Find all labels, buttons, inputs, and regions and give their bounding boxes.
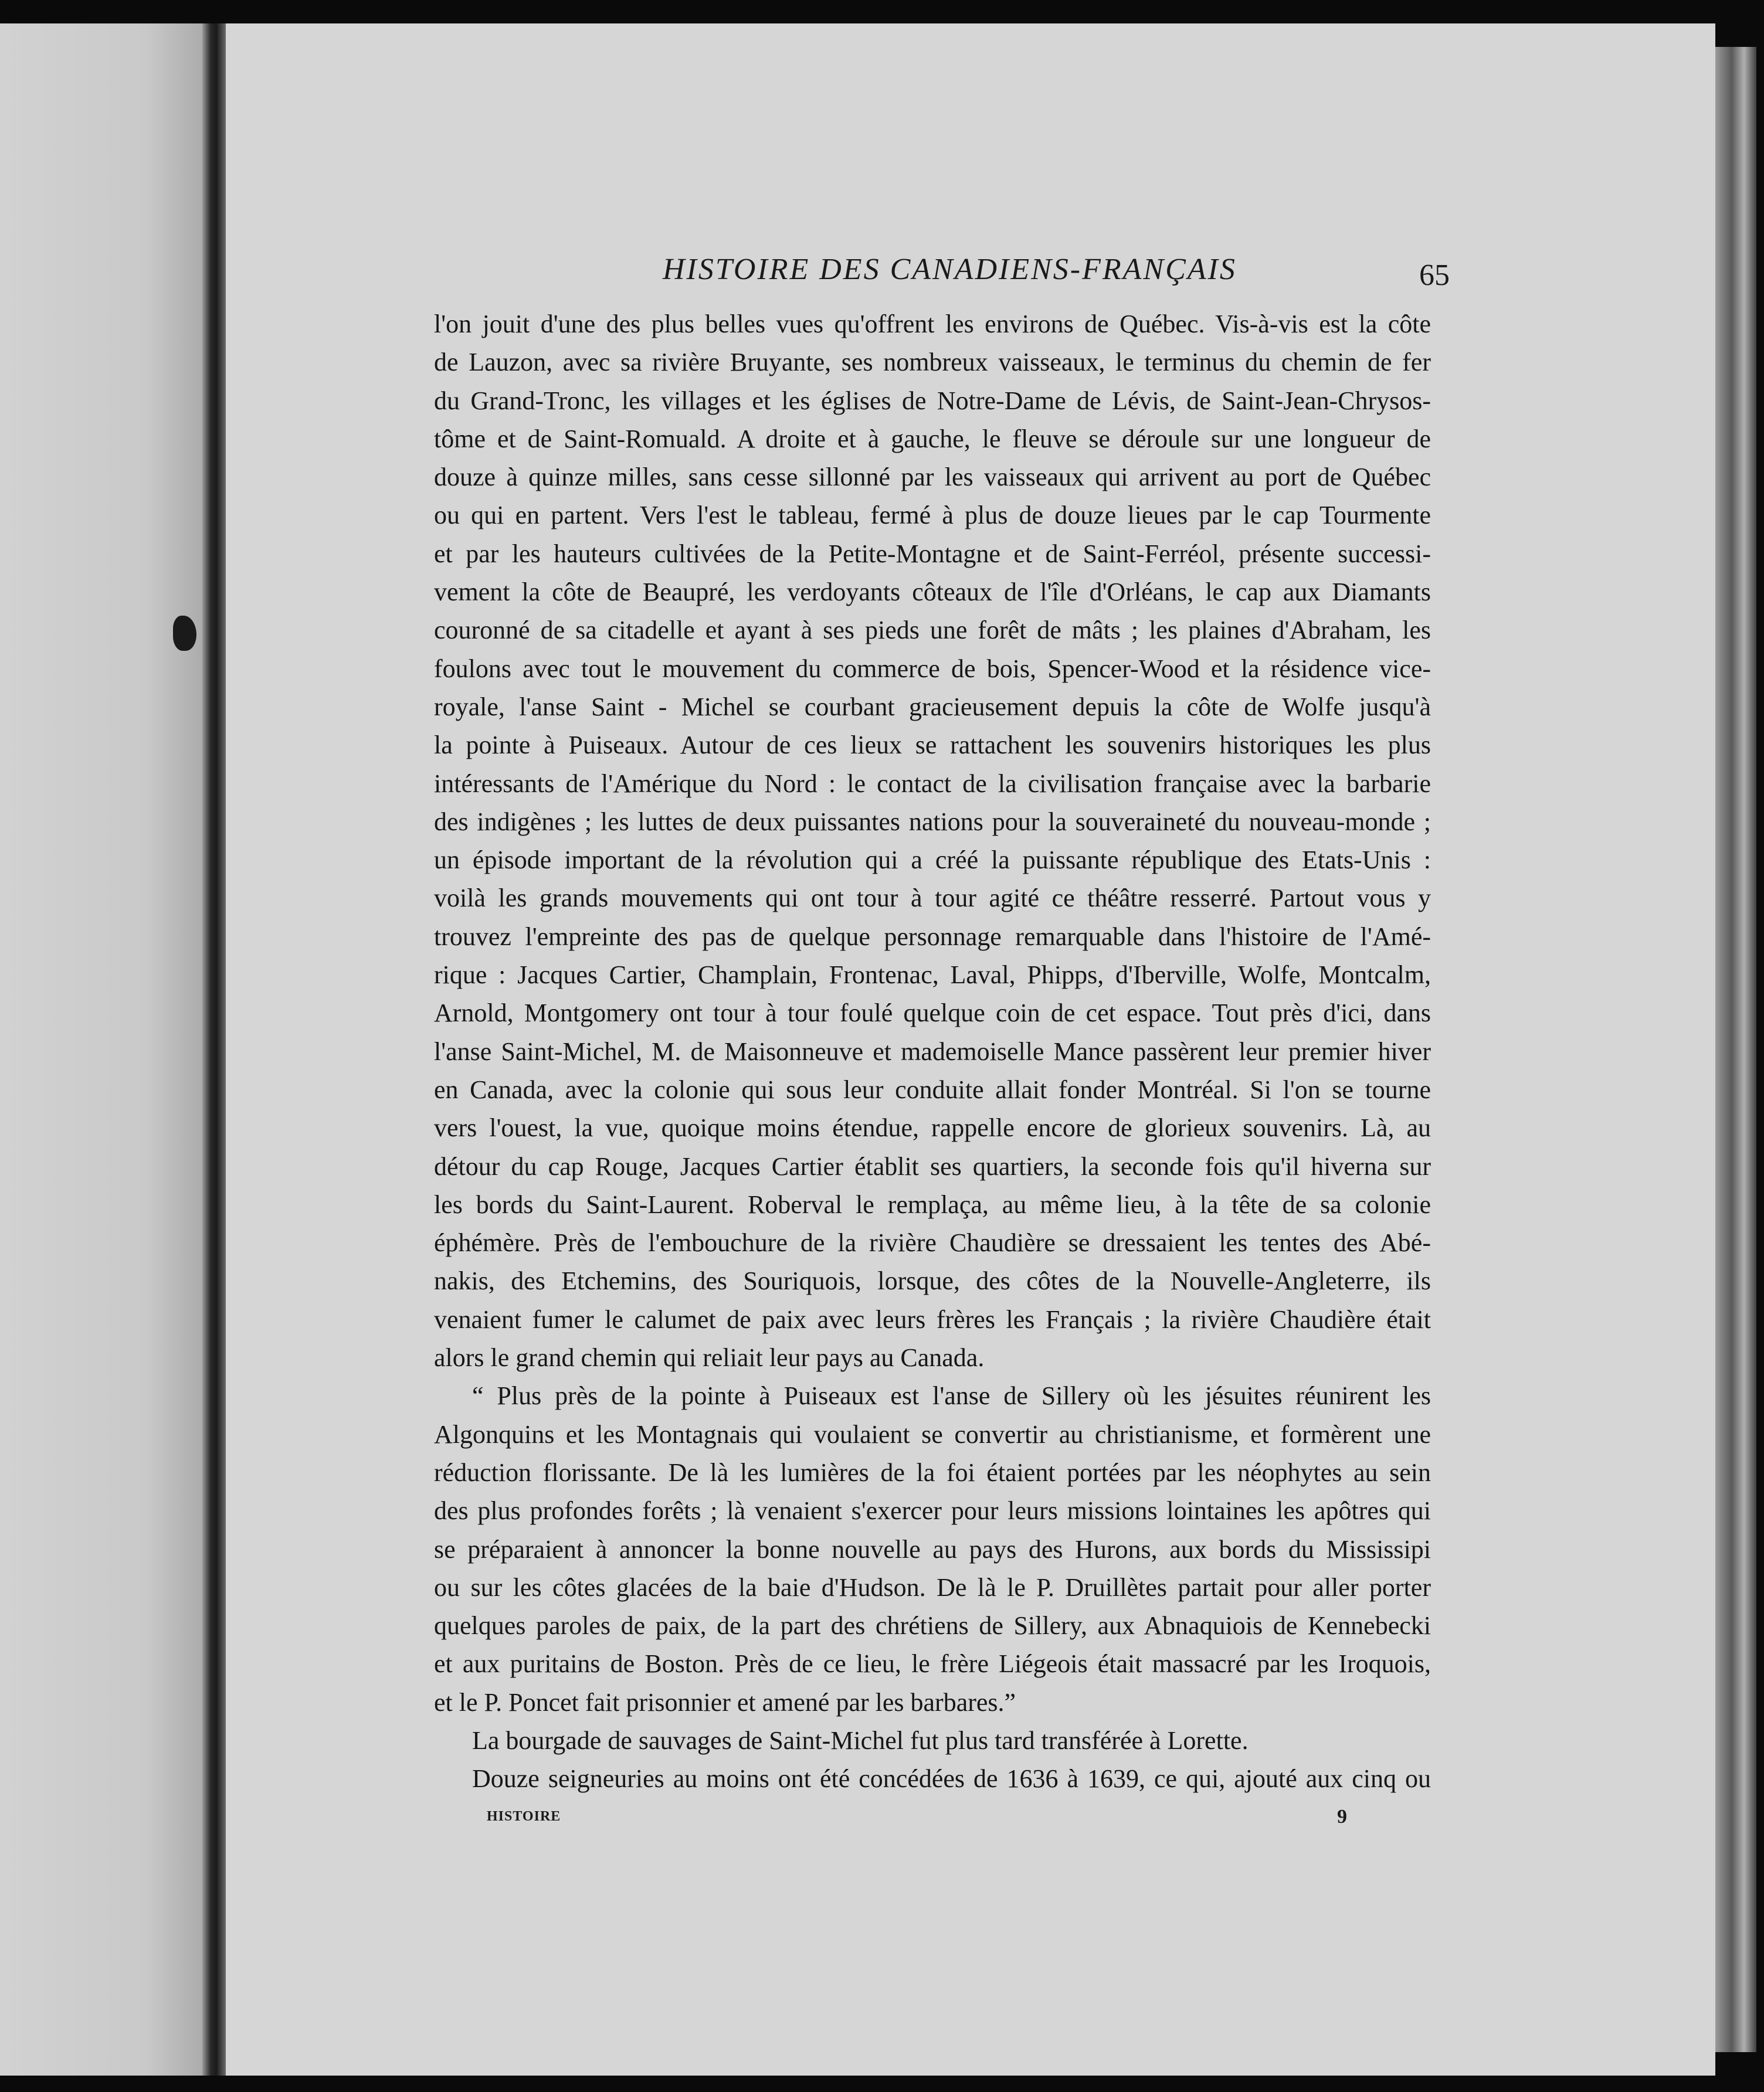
text-line: les bords du Saint-Laurent. Roberval le remplaça, au même lieu, à la tête de sa colonie bbox=[434, 1190, 1431, 1219]
text-line: venaient fumer le calumet de paix avec leurs frères les Français ; la rivière Chaudière était bbox=[434, 1305, 1431, 1334]
footer-sheet-number: 9 bbox=[1337, 1806, 1347, 1828]
text-line: La bourgade de sauvages de Saint-Michel fut plus tard transférée à Lorette. bbox=[472, 1726, 1249, 1755]
text-line: Algonquins et les Montagnais qui voulaient se convertir au christianisme, et formèrent une bbox=[434, 1419, 1431, 1449]
text-line: et aux puritains de Boston. Près de ce lieu, le frère Liégeois était massacré par les Iroquois, bbox=[434, 1649, 1431, 1679]
text-line: trouvez l'empreinte des pas de quelque personnage remarquable dans l'histoire de l'Amé- bbox=[434, 922, 1431, 951]
text-line: foulons avec tout le mouvement du commerce de bois, Spencer-Wood et la résidence vice- bbox=[434, 654, 1431, 683]
text-line: voilà les grands mouvements qui ont tour à tour agité ce théâtre resserré. Partout vous y bbox=[434, 884, 1431, 913]
text-line: de Lauzon, avec sa rivière Bruyante, ses nombreux vaisseaux, le terminus du chemin de fer bbox=[434, 348, 1431, 377]
text-line: du Grand-Tronc, les villages et les églises de Notre-Dame de Lévis, de Saint-Jean-Chrysos- bbox=[434, 386, 1431, 415]
text-line: nakis, des Etchemins, des Souriquois, lorsque, des côtes de la Nouvelle-Angleterre, ils bbox=[434, 1266, 1431, 1296]
footer-signature: HISTOIRE bbox=[487, 1809, 561, 1824]
text-line: vers l'ouest, la vue, quoique moins étendue, rappelle encore de glorieux souvenirs. Là, au bbox=[434, 1113, 1431, 1143]
running-head: HISTOIRE DES CANADIENS-FRANÇAIS bbox=[663, 253, 1237, 286]
text-line: tôme et de Saint-Romuald. A droite et à gauche, le fleuve se déroule sur une longueur de bbox=[434, 424, 1431, 453]
text-line: l'anse Saint-Michel, M. de Maisonneuve et mademoiselle Mance passèrent leur premier hiver bbox=[434, 1037, 1431, 1066]
text-line: se préparaient à annoncer la bonne nouvelle au pays des Hurons, aux bords du Mississipi bbox=[434, 1534, 1431, 1564]
text-line: éphémère. Près de l'embouchure de la rivière Chaudière se dressaient les tentes des Abé- bbox=[434, 1228, 1431, 1258]
facing-page bbox=[0, 23, 208, 2076]
text-line: en Canada, avec la colonie qui sous leur conduite allait fonder Montréal. Si l'on se tourne bbox=[434, 1075, 1431, 1104]
page-stack-edge bbox=[1715, 47, 1756, 2052]
text-line: des indigènes ; les luttes de deux puissantes nations pour la souveraineté du nouveau-monde ; bbox=[434, 807, 1431, 836]
text-line: et par les hauteurs cultivées de la Petite-Montagne et de Saint-Ferréol, présente successi- bbox=[434, 539, 1431, 568]
page-number: 65 bbox=[1419, 259, 1450, 292]
text-line: ou qui en partent. Vers l'est le tableau, fermé à plus de douze lieues par le cap Tourmente bbox=[434, 501, 1431, 530]
book-gutter bbox=[202, 23, 226, 2076]
text-line: douze à quinze milles, sans cesse sillonné par les vaisseaux qui arrivent au port de Québec bbox=[434, 463, 1431, 492]
text-line: un épisode important de la révolution qui a créé la puissante république des Etats-Unis : bbox=[434, 845, 1431, 875]
text-line: rique : Jacques Cartier, Champlain, Frontenac, Laval, Phipps, d'Iberville, Wolfe, Montcalm, bbox=[434, 960, 1431, 990]
text-line: réduction florissante. De là les lumières de la foi étaient portées par les néophytes au sein bbox=[434, 1458, 1431, 1487]
text-line: détour du cap Rouge, Jacques Cartier établit ses quartiers, la seconde fois qu'il hiverna sur bbox=[434, 1152, 1431, 1181]
text-line: Douze seigneuries au moins ont été concédées de 1636 à 1639, ce qui, ajouté aux cinq ou bbox=[472, 1764, 1431, 1794]
text-line: ou sur les côtes glacées de la baie d'Hudson. De là le P. Druillètes partait pour aller porter bbox=[434, 1573, 1431, 1602]
text-line: la pointe à Puiseaux. Autour de ces lieux se rattachent les souvenirs historiques les plus bbox=[434, 731, 1431, 760]
body-text bbox=[434, 305, 1431, 1798]
text-line: royale, l'anse Saint - Michel se courbant gracieusement depuis la côte de Wolfe jusqu'à bbox=[434, 692, 1431, 721]
text-line: quelques paroles de paix, de la part des chrétiens de Sillery, aux Abnaquiois de Kennebecki bbox=[434, 1611, 1431, 1641]
text-line: intéressants de l'Amérique du Nord : le contact de la civilisation française avec la barbarie bbox=[434, 769, 1431, 798]
text-line: alors le grand chemin qui reliait leur pays au Canada. bbox=[434, 1343, 985, 1373]
text-line: et le P. Poncet fait prisonnier et amené par les barbares.” bbox=[434, 1687, 1016, 1717]
text-line: couronné de sa citadelle et ayant à ses pieds une forêt de mâts ; les plaines d'Abraham, les bbox=[434, 616, 1431, 645]
text-line: l'on jouit d'une des plus belles vues qu'offrent les environs de Québec. Vis-à-vis est la côte bbox=[434, 310, 1431, 338]
text-line: des plus profondes forêts ; là venaient s'exercer pour leurs missions lointaines les apôtres qui bbox=[434, 1496, 1431, 1526]
text-line: “ Plus près de la pointe à Puiseaux est l'anse de Sillery où les jésuites réunirent les bbox=[472, 1381, 1431, 1411]
text-line: vement la côte de Beaupré, les verdoyants côteaux de l'île d'Orléans, le cap aux Diamants bbox=[434, 578, 1431, 607]
text-line: Arnold, Montgomery ont tour à tour foulé quelque coin de cet espace. Tout près d'ici, dans bbox=[434, 999, 1431, 1028]
